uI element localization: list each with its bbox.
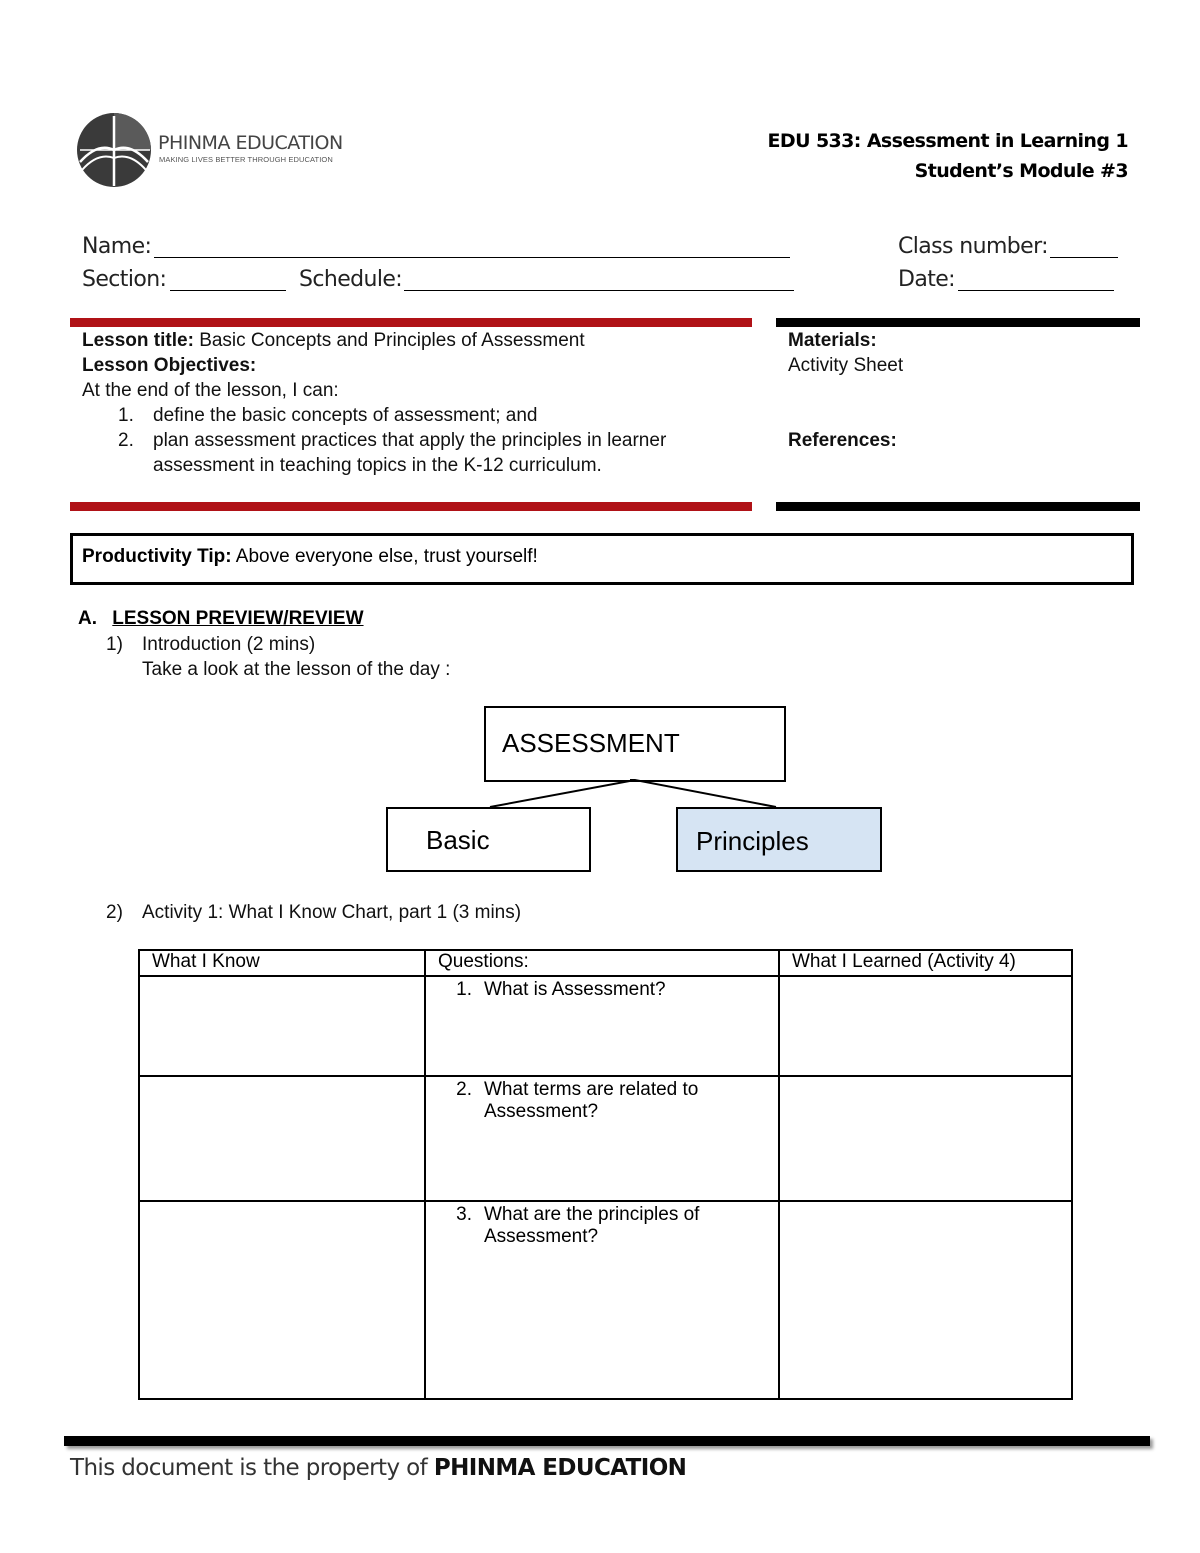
divider-red-bottom [70, 502, 752, 511]
what-i-learned-cell[interactable] [779, 976, 1072, 1076]
question-number: 2. [456, 1079, 472, 1100]
question-cell [425, 1201, 779, 1399]
module-title: Student’s Module #3 [914, 160, 1128, 182]
table-row [139, 976, 1072, 1076]
class-number-field[interactable] [1050, 257, 1118, 258]
item-introduction-sub: Take a look at the lesson of the day : [142, 659, 451, 680]
what-i-know-cell[interactable] [139, 976, 425, 1076]
section-field[interactable] [170, 290, 286, 291]
table-row [139, 1201, 1072, 1399]
footer-prefix: This document is the property of [70, 1455, 428, 1481]
productivity-tip [82, 546, 538, 568]
section-label: Section: [82, 267, 167, 292]
divider-black-bottom [776, 502, 1140, 511]
diagram-principles-box [676, 807, 882, 872]
question-number: 3. [456, 1204, 472, 1225]
item-number: 2) [106, 902, 123, 923]
header-what-i-know: What I Know [139, 950, 425, 976]
divider-red-top [70, 318, 752, 327]
name-field[interactable] [154, 257, 790, 258]
diagram-root-label: ASSESSMENT [502, 728, 680, 758]
date-field[interactable] [958, 290, 1114, 291]
objective-number: 1. [118, 405, 134, 426]
materials-label: Materials: [788, 330, 877, 351]
objective-text: plan assessment practices that apply the principles in learner [153, 430, 667, 451]
lesson-title-line [82, 328, 762, 353]
name-label: Name: [82, 234, 152, 259]
class-number-label: Class number: [898, 234, 1048, 259]
objectives-intro: At the end of the lesson, I can: [82, 380, 339, 401]
materials-value: Activity Sheet [788, 355, 904, 376]
diagram-basic-box [386, 807, 591, 872]
references-label: References: [788, 430, 897, 451]
lesson-title-label: Lesson title: [82, 330, 194, 351]
brand-tagline: MAKING LIVES BETTER THROUGH EDUCATION [159, 155, 333, 164]
question-text: What are the principles of Assessment? [484, 1204, 700, 1247]
objective-text-cont: assessment in teaching topics in the K-12 curriculum. [153, 455, 602, 476]
section-title: LESSON PREVIEW/REVIEW [112, 608, 364, 629]
question-cell [425, 1076, 779, 1201]
footer-owner: PHINMA EDUCATION [433, 1455, 687, 1481]
item-activity-1: Activity 1: What I Know Chart, part 1 (3 mins) [142, 902, 522, 923]
what-i-know-cell[interactable] [139, 1201, 425, 1399]
question-text: What is Assessment? [484, 979, 666, 1000]
objective-number: 2. [118, 430, 134, 451]
schedule-field[interactable] [404, 290, 794, 291]
item-number: 1) [106, 634, 123, 655]
chart-header-row [139, 950, 1072, 976]
item-introduction: Introduction (2 mins) [142, 634, 316, 655]
diagram-root-box [484, 706, 786, 782]
diagram-principles-label: Principles [696, 826, 809, 856]
question-number: 1. [456, 979, 472, 1000]
course-title: EDU 533: Assessment in Learning 1 [767, 130, 1128, 152]
header-questions: Questions: [425, 950, 779, 976]
footer-text [70, 1455, 686, 1481]
table-row [139, 1076, 1072, 1201]
tip-text: Above everyone else, trust yourself! [235, 546, 538, 567]
what-i-learned-cell[interactable] [779, 1076, 1072, 1201]
divider-black-top [776, 318, 1140, 327]
header-what-i-learned: What I Learned (Activity 4) [779, 950, 1072, 976]
lesson-title: Basic Concepts and Principles of Assessment [199, 330, 585, 351]
objectives-label: Lesson Objectives: [82, 355, 257, 376]
what-i-learned-cell[interactable] [779, 1201, 1072, 1399]
section-a-heading [78, 608, 364, 630]
what-i-know-cell[interactable] [139, 1076, 425, 1201]
schedule-label: Schedule: [299, 267, 403, 292]
what-i-know-chart [138, 949, 1073, 1400]
question-cell [425, 976, 779, 1076]
question-text: What terms are related to Assessment? [484, 1079, 699, 1122]
objective-text: define the basic concepts of assessment; and [153, 405, 538, 426]
tip-label: Productivity Tip: [82, 546, 232, 567]
brand-name: PHINMA EDUCATION [158, 132, 343, 154]
diagram-basic-label: Basic [426, 825, 490, 855]
footer-divider [64, 1436, 1150, 1446]
section-letter: A. [78, 608, 97, 629]
date-label: Date: [898, 267, 955, 292]
